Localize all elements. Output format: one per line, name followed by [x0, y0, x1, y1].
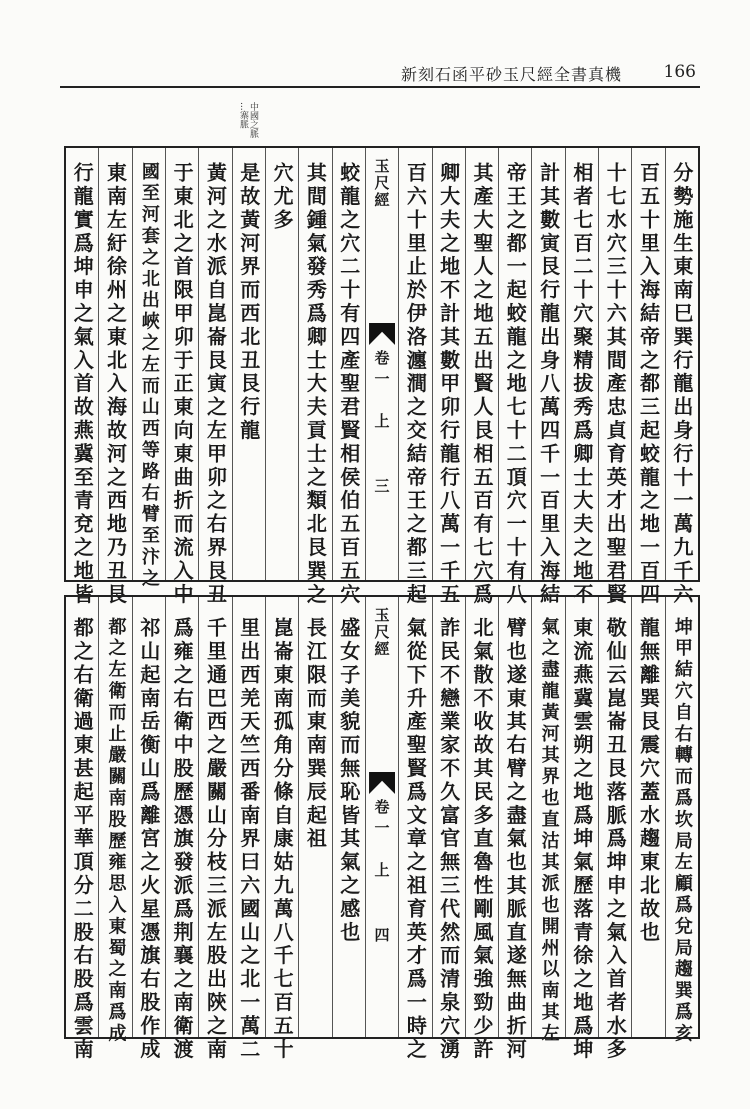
column-text: 東南左紆徐州之東北入海故河之西地乃丑艮 — [103, 162, 128, 607]
text-column — [465, 148, 498, 607]
text-column — [465, 597, 498, 1062]
text-column — [98, 148, 131, 607]
column-text: 氣之盡龍黃河其界也直沽其派也開州以南其左 — [538, 617, 560, 1045]
bottom-half-page — [64, 595, 700, 1062]
text-column — [332, 597, 365, 1037]
column-text: 其產大聖人之地五出賢人艮相五百有七穴爲 — [469, 162, 494, 607]
book-name: 玉尺經 — [372, 158, 391, 209]
text-column — [232, 597, 265, 1062]
text-column — [565, 597, 598, 1062]
text-column — [565, 148, 598, 607]
margin-annotation: 中國之脈 ...寨脈 — [238, 102, 258, 138]
column-text: 行龍實爲坤申之氣入首故燕冀至青兗之地皆 — [70, 162, 95, 607]
center-fold-column — [365, 148, 398, 580]
column-text: 千里通巴西之嚴關山分枝三派左股出陝之南 — [203, 617, 228, 1062]
page-number: 166 — [663, 62, 696, 82]
column-text: 坤甲結穴自右轉而爲坎局左顧爲兌局趨巽爲亥 — [671, 617, 693, 1045]
text-column — [232, 148, 265, 580]
text-column — [332, 148, 365, 607]
text-column — [598, 148, 631, 607]
text-column — [498, 148, 531, 607]
text-column — [165, 597, 198, 1062]
column-text: 卿大夫之地不計其數甲卯行龍行八萬一千五 — [436, 162, 461, 607]
text-column — [64, 148, 98, 607]
leaf-number: 三 — [372, 478, 391, 493]
column-text: 詐民不戀業家不久富官無三代然而清泉穴湧 — [436, 617, 461, 1062]
column-text: 氣從下升產聖賢爲文章之祖育英才爲一時之 — [403, 617, 428, 1062]
column-text: 爲雍之右衛中股歷憑旗發派爲荆襄之南衛渡 — [170, 617, 195, 1062]
column-text: 于東北之首限甲卯于正東向東曲折而流入中 — [170, 162, 195, 607]
column-text: 計其數寅艮行龍出身八萬四千一百里入海結 — [536, 162, 561, 607]
text-column — [598, 597, 631, 1062]
center-fold-column — [365, 597, 398, 1037]
text-column — [198, 597, 231, 1062]
text-column — [498, 597, 531, 1062]
text-columns — [64, 597, 700, 1062]
column-text: 龍無離巽艮震穴蓋水趨東北故也 — [636, 617, 661, 945]
column-text: 蛟龍之穴二十有四產聖君賢相侯伯五百五穴 — [336, 162, 361, 607]
column-text: 祁山起南岳衡山爲離宮之火星憑旗右股作成 — [136, 617, 161, 1062]
text-column — [665, 597, 700, 1045]
text-column — [631, 597, 664, 1037]
text-column — [132, 148, 165, 590]
column-text: 百六十里止於伊洛瀍澗之交結帝王之都三起 — [403, 162, 428, 607]
text-column — [132, 597, 165, 1062]
column-text: 相者七百二十穴聚精拔秀爲卿士大夫之地不 — [569, 162, 594, 607]
text-column — [398, 597, 431, 1062]
column-text: 其間鍾氣發秀爲卿士大夫貢士之類北艮巽之 — [303, 162, 328, 607]
top-half-page — [64, 146, 700, 607]
text-column — [398, 148, 431, 607]
text-column — [198, 148, 231, 607]
column-text: 敬仙云崑崙丑艮落脈爲坤申之氣入首者水多 — [603, 617, 628, 1062]
column-text: 臂也遂東其右臂之盡氣也其脈直遂無曲折河 — [503, 617, 528, 1062]
text-column — [165, 148, 198, 607]
column-text: 都之右衛過東甚起平華頂分二股右股爲雲南 — [70, 617, 95, 1062]
page-header — [60, 62, 700, 88]
text-column — [631, 148, 664, 607]
text-column — [298, 597, 331, 1037]
text-column — [531, 597, 564, 1045]
column-text: 穴尤多 — [270, 162, 295, 233]
column-text: 分勢施生東南巳巽行龍出身行十一萬九千六 — [669, 162, 694, 607]
column-text: 黃河之水派自崑崙艮寅之左甲卯之右界艮丑 — [203, 162, 228, 607]
column-text: 十七水穴三十六其間產忠貞育英才出聖君賢 — [603, 162, 628, 607]
text-column — [98, 597, 131, 1045]
book-title: 新刻石函平砂玉尺經全書真機 — [400, 65, 622, 84]
column-text: 東流燕冀雲朔之地爲坤氣歷落青徐之地爲坤 — [569, 617, 594, 1062]
column-text: 帝王之都一起蛟龍之地七十二頂穴一十有八 — [503, 162, 528, 607]
column-text: 長江限而東南巽辰起祖 — [303, 617, 328, 851]
column-text: 崑崙東南孤角分條自康姑九萬八千七百五十 — [270, 617, 295, 1062]
text-column — [531, 148, 564, 607]
column-text: 是故黃河界而西北丑艮行龍 — [236, 162, 261, 443]
text-column — [265, 597, 298, 1062]
column-text: 北氣散不收故其民多直魯性剛風氣強勁少許 — [469, 617, 494, 1062]
text-column — [432, 597, 465, 1062]
text-column — [298, 148, 331, 607]
column-text: 盛女子美貌而無恥皆其氣之感也 — [336, 617, 361, 945]
text-columns — [64, 148, 700, 607]
volume-label: 卷一 上 — [372, 350, 391, 434]
text-column — [265, 148, 298, 580]
column-text: 百五十里入海結帝之都三起蛟龍之地一百四 — [636, 162, 661, 607]
text-column — [64, 597, 98, 1062]
column-text: 里出西羌天竺西番南界曰六國山之北一萬二 — [236, 617, 261, 1062]
column-text: 都之左衛而止嚴關南股歷雍思入東蜀之南爲成 — [105, 617, 127, 1045]
text-column — [665, 148, 700, 607]
volume-label: 卷一 上 — [372, 799, 391, 883]
leaf-number: 四 — [372, 927, 391, 942]
text-column — [432, 148, 465, 607]
book-name: 玉尺經 — [372, 607, 391, 658]
column-text: 國至河套之北出峽之左而山西等路右臂至汴之 — [138, 162, 160, 590]
